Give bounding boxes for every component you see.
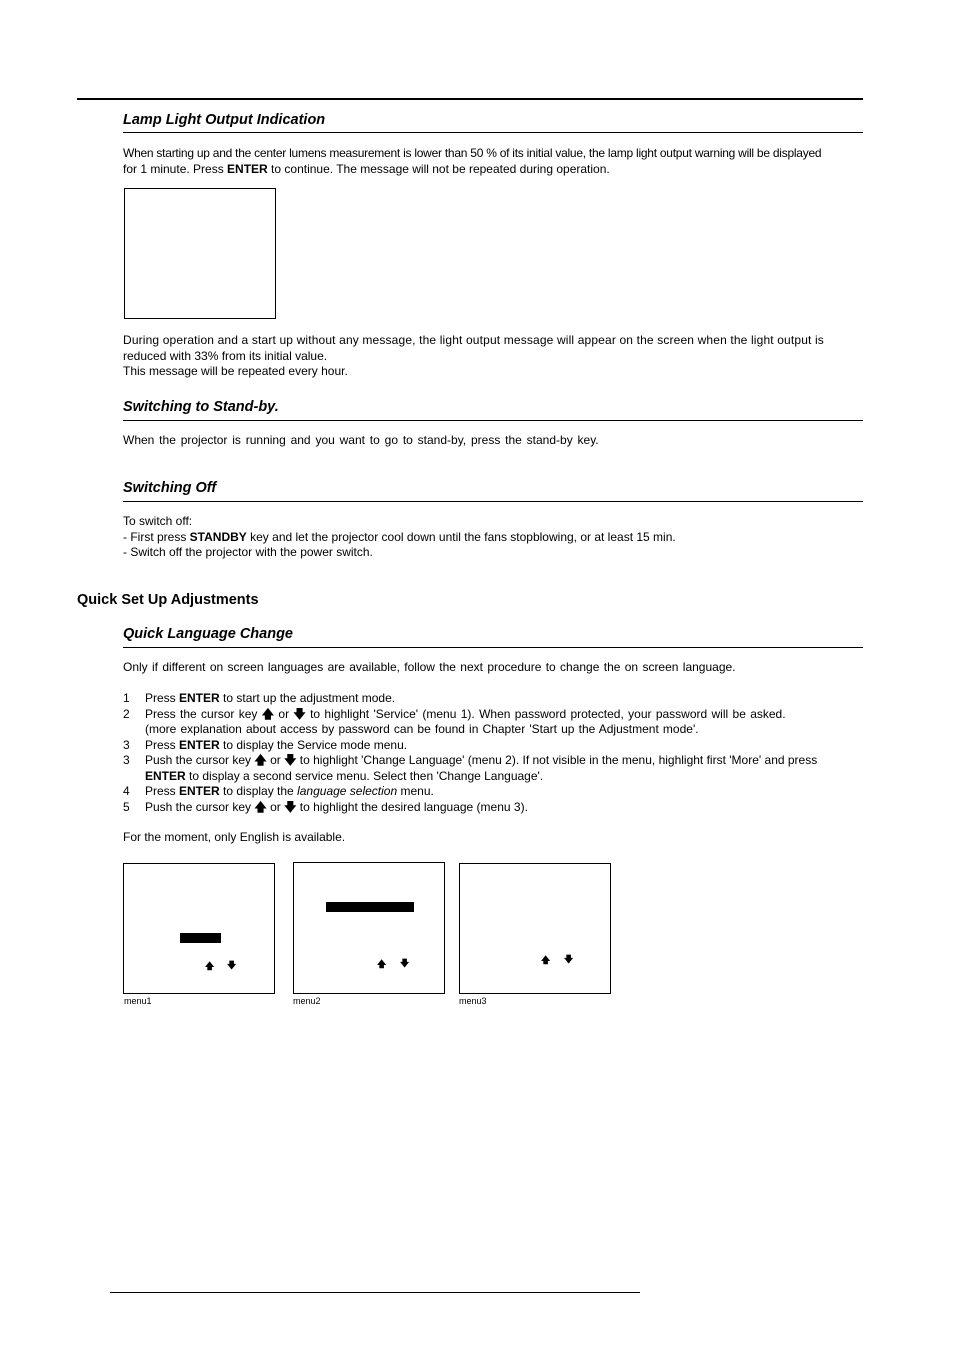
- arrow-up-icon: 🡅: [541, 955, 551, 965]
- arrow-up-icon: 🡅: [205, 961, 215, 971]
- list-item: ENTER to display a second service menu. Select then 'Change Language'.: [145, 768, 544, 783]
- list-item: (more explanation about access by password can be found in Chapter 'Start up the Adjustment mode'.: [145, 722, 699, 736]
- menu2-screen: [293, 862, 445, 994]
- language-heading-rule: [123, 647, 863, 648]
- off-paragraph: [123, 514, 863, 561]
- menu1-screen: [123, 863, 275, 994]
- lamp-paragraph-1: [123, 146, 863, 177]
- lamp-heading: Lamp Light Output Indication: [123, 112, 326, 128]
- lamp-heading-rule: [123, 132, 863, 133]
- arrow-down-icon: 🡇: [284, 799, 297, 814]
- menu3-screen: [459, 863, 611, 994]
- arrow-down-icon: 🡇: [227, 960, 237, 970]
- menu1-caption: menu1: [124, 996, 152, 1006]
- arrow-down-icon: 🡇: [400, 958, 410, 968]
- list-item: 3 Press ENTER to display the Service mode menu.: [123, 737, 408, 752]
- lamp-warning-screen: [124, 188, 276, 319]
- language-steps: [123, 691, 863, 815]
- lamp-p2-line1: During operation and a start up without any message, the light output message will appear on the screen when the light output is: [123, 333, 824, 347]
- off-line2: - First press STANDBY key and let the projector cool down until the fans stopblowing, or at least 15 min.: [123, 529, 676, 544]
- list-item: 5 Push the cursor key 🡅 or 🡇 to highlight the desired language (menu 3).: [123, 799, 528, 814]
- list-item: 3 Push the cursor key 🡅 or 🡇 to highlight 'Change Language' (menu 2). If not visible in the menu, highlight first 'More' and press: [123, 753, 818, 767]
- arrow-down-icon: 🡇: [564, 954, 574, 964]
- language-intro-text: Only if different on screen languages are available, follow the next procedure to change the on screen language.: [123, 660, 736, 674]
- menu2-highlight-bar: [326, 902, 414, 912]
- language-intro: [123, 660, 863, 676]
- arrow-up-icon: 🡅: [254, 799, 267, 814]
- standby-heading: Switching to Stand-by.: [123, 399, 279, 415]
- off-heading-rule: [123, 501, 863, 502]
- standby-paragraph: [123, 433, 863, 449]
- lamp-p2-line3: This message will be repeated every hour.: [123, 364, 348, 378]
- language-heading: Quick Language Change: [123, 626, 293, 642]
- off-heading: Switching Off: [123, 480, 217, 496]
- list-item: 4 Press ENTER to display the language selection menu.: [123, 784, 434, 798]
- arrow-down-icon: 🡇: [284, 753, 297, 767]
- list-item: 1 Press ENTER to start up the adjustment mode.: [123, 691, 396, 705]
- off-line3: - Switch off the projector with the power switch.: [123, 545, 373, 559]
- menu3-caption: menu3: [459, 996, 487, 1006]
- standby-text: When the projector is running and you want to go to stand-by, press the stand-by key.: [123, 433, 599, 447]
- menu2-caption: menu2: [293, 996, 321, 1006]
- lamp-p2-line2: reduced with 33% from its initial value.: [123, 348, 328, 363]
- lamp-p1-line1: When starting up and the center lumens measurement is lower than 50 % of its initial value, the lamp light output warning will be displayed: [123, 146, 822, 160]
- top-rule: [77, 98, 863, 100]
- lamp-p1-line2: for 1 minute. Press ENTER to continue. The message will not be repeated during operation.: [123, 161, 610, 176]
- menu1-highlight-bar: [180, 933, 221, 943]
- bottom-rule: [110, 1292, 640, 1293]
- standby-heading-rule: [123, 420, 863, 421]
- language-note-text: For the moment, only English is available.: [123, 830, 346, 844]
- list-item: 2 Press the cursor key 🡅 or 🡇 to highlight 'Service' (menu 1). When password protected, your password will be asked.: [123, 706, 786, 721]
- lamp-paragraph-2: [123, 333, 863, 380]
- arrow-up-icon: 🡅: [377, 959, 387, 969]
- arrow-up-icon: 🡅: [261, 706, 275, 721]
- language-note: [123, 830, 863, 846]
- off-line1: To switch off:: [123, 514, 193, 528]
- arrow-up-icon: 🡅: [254, 753, 267, 767]
- arrow-down-icon: 🡇: [293, 706, 306, 721]
- quick-setup-heading: Quick Set Up Adjustments: [77, 592, 259, 608]
